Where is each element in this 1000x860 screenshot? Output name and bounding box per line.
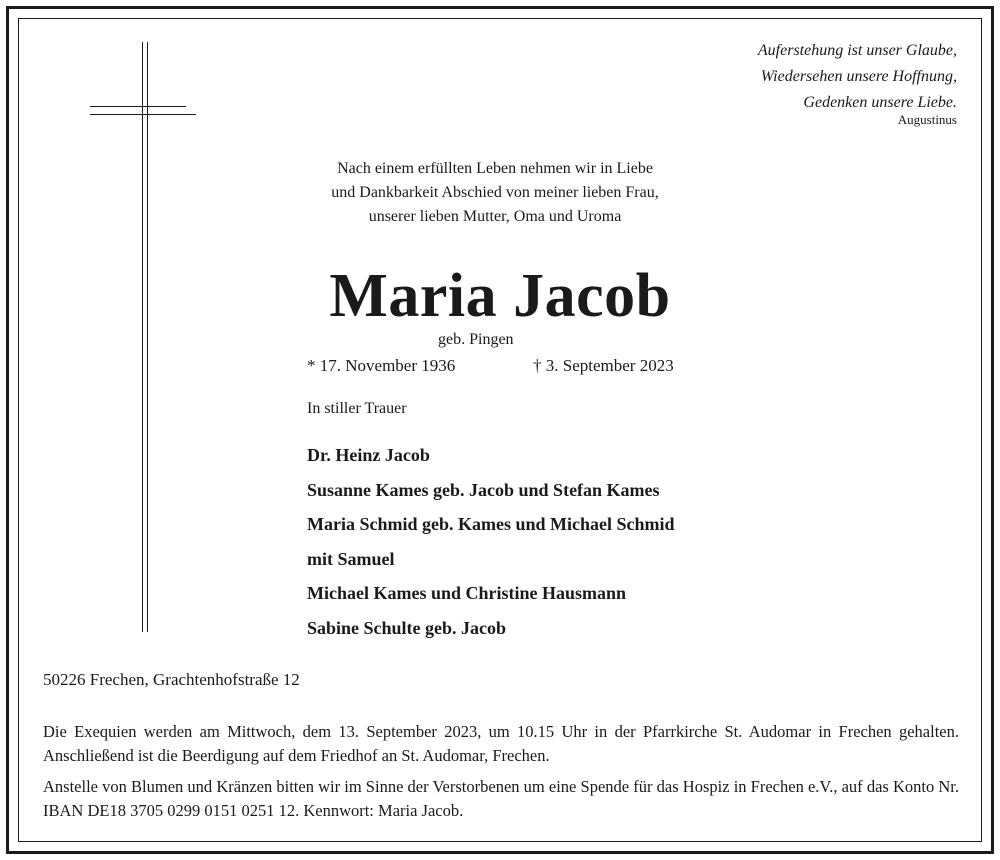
intro-text xyxy=(250,157,740,229)
mourner-name: Susanne Kames geb. Jacob und Stefan Kames xyxy=(307,479,660,500)
mourner-name: mit Samuel xyxy=(307,548,395,569)
address: 50226 Frechen, Grachtenhofstraße 12 xyxy=(43,670,300,689)
quote xyxy=(657,38,957,116)
funeral-notice: Die Exequien werden am Mittwoch, dem 13. September 2023, um 10.15 Uhr in der Pfarrkirche St. Audomar in Frechen gehalten. Anschließend ist die Beerdigung auf dem Friedhof an St. Audomar, Frechen. xyxy=(43,722,959,765)
donation-notice: Anstelle von Blumen und Kränzen bitten wir im Sinne der Verstorbenen um eine Spende für das Hospiz in Frechen e.V., auf das Konto Nr. IBAN DE18 3705 0299 0151 0251 12. Kennwort: Maria Jacob. xyxy=(43,777,959,820)
mourners-list xyxy=(307,438,807,645)
mourner-name: Dr. Heinz Jacob xyxy=(307,445,430,465)
quote-line: Auferstehung ist unser Glaube, xyxy=(757,42,957,59)
mourner-name: Maria Schmid geb. Kames und Michael Schmid xyxy=(307,514,675,534)
birth-name: geb. Pingen xyxy=(438,331,514,348)
intro-line: Nach einem erfüllten Leben nehmen wir in Liebe xyxy=(337,160,653,177)
intro-line: unserer lieben Mutter, Oma und Uroma xyxy=(368,208,622,225)
quote-line: Wiedersehen unsere Hoffnung, xyxy=(760,68,957,85)
deceased-name: Maria Jacob xyxy=(329,262,671,330)
quote-author: Augustinus xyxy=(897,112,957,127)
intro-line: und Dankbarkeit Abschied von meiner lieben Frau, xyxy=(331,184,659,201)
mourning-label: In stiller Trauer xyxy=(307,400,407,417)
mourner-name: Michael Kames und Christine Hausmann xyxy=(307,583,627,603)
death-date: † 3. September 2023 xyxy=(533,356,674,375)
inner-border xyxy=(18,18,982,842)
birth-date: * 17. November 1936 xyxy=(307,356,456,375)
quote-line: Gedenken unsere Liebe. xyxy=(803,94,957,111)
mourner-name: Sabine Schulte geb. Jacob xyxy=(307,617,507,638)
